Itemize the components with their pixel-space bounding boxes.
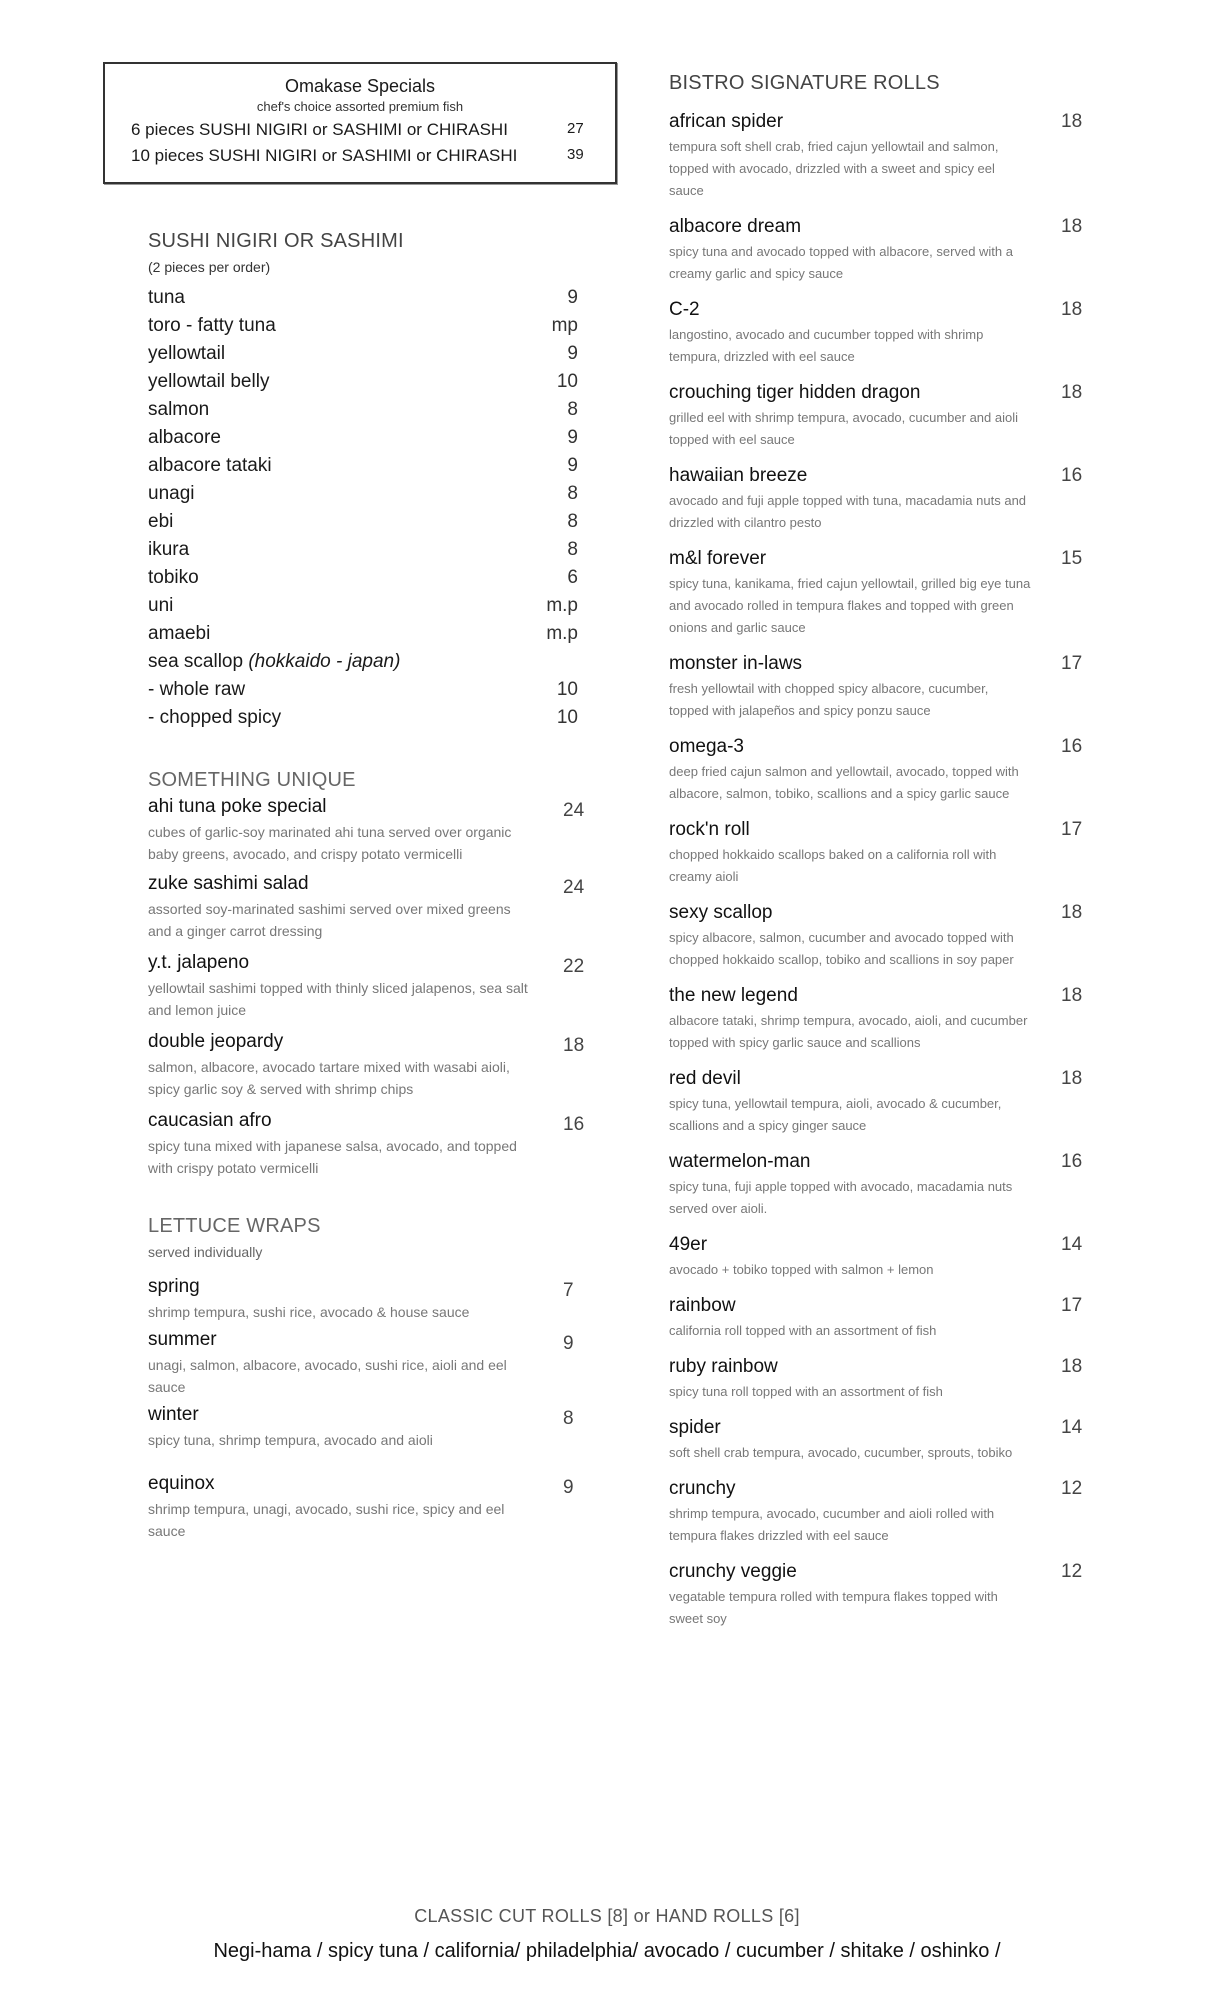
omakase-box (103, 62, 617, 184)
nigiri-item-name: unagi (148, 483, 195, 504)
unique-item-name: ahi tuna poke special (148, 796, 327, 817)
unique-item-price: 24 (563, 800, 585, 821)
nigiri-item-price: m.p (546, 595, 578, 616)
rolls-item-name: african spider (669, 111, 784, 132)
rolls-item-desc: deep fried cajun salmon and yellowtail, avocado, topped with albacore, salmon, tobiko, scallions and a spicy garlic sauce (669, 764, 1019, 801)
rolls-item-price: 17 (1061, 653, 1083, 674)
rolls-item-price: 16 (1061, 736, 1083, 757)
rolls-item-desc: tempura soft shell crab, fried cajun yellowtail and salmon, topped with avocado, drizzled with a sweet and spicy eel sauce (669, 139, 999, 198)
wraps-item-name: summer (148, 1329, 217, 1350)
rolls-item-desc: grilled eel with shrimp tempura, avocado, cucumber and aioli topped with eel sauce (669, 410, 1019, 447)
rolls-item (669, 548, 1089, 639)
unique-item-name: double jeopardy (148, 1031, 284, 1052)
omakase-subtitle: chef's choice assorted premium fish (256, 99, 464, 114)
nigiri-item (148, 679, 578, 707)
rolls-item-desc: avocado + tobiko topped with salmon + lemon (669, 1262, 934, 1277)
rolls-item-name: red devil (669, 1068, 741, 1089)
left-column (148, 230, 585, 1542)
wraps-item-name: equinox (148, 1473, 215, 1494)
rolls-item-price: 14 (1061, 1417, 1083, 1438)
rolls-item-price: 18 (1061, 1068, 1083, 1089)
rolls-item-desc: chopped hokkaido scallops baked on a california roll with creamy aioli (669, 847, 997, 884)
rolls-item-price: 15 (1061, 548, 1083, 569)
nigiri-item-price: 9 (567, 427, 578, 448)
omakase-option-price: 39 (567, 146, 584, 163)
rolls-section-title: BISTRO SIGNATURE ROLLS (669, 72, 940, 94)
rolls-item (669, 299, 1089, 368)
nigiri-item (148, 483, 578, 511)
rolls-item (669, 1356, 1089, 1403)
wraps-section-title: LETTUCE WRAPS (148, 1215, 321, 1237)
nigiri-item (148, 707, 578, 735)
rolls-item-name: sexy scallop (669, 902, 773, 923)
unique-item-price: 22 (563, 956, 585, 977)
rolls-item-desc: vegatable tempura rolled with tempura flakes topped with sweet soy (669, 1589, 998, 1626)
nigiri-item-price: 10 (556, 371, 578, 392)
nigiri-item-note: (hokkaido - japan) (248, 651, 401, 672)
rolls-item-desc: spicy albacore, salmon, cucumber and avocado topped with chopped hokkaido scallop, tobiko and scallions in soy paper (669, 930, 1014, 967)
rolls-item-name: watermelon-man (669, 1151, 811, 1172)
rolls-item-price: 18 (1061, 382, 1083, 403)
unique-item-desc: salmon, albacore, avocado tartare mixed with wasabi aioli, spicy garlic soy & served with shrimp chips (148, 1059, 510, 1097)
unique-item-desc: cubes of garlic-soy marinated ahi tuna served over organic baby greens, avocado, and crispy potato vermicelli (148, 824, 512, 862)
nigiri-item-price: 6 (567, 567, 578, 588)
omakase-option-price: 27 (567, 120, 584, 137)
rolls-item-desc: spicy tuna and avocado topped with albacore, served with a creamy garlic and spicy sauce (669, 244, 1013, 281)
nigiri-item-name: ebi (148, 511, 174, 532)
wraps-list (148, 1276, 578, 1542)
rolls-item (669, 382, 1089, 451)
rolls-item-name: crouching tiger hidden dragon (669, 382, 921, 403)
nigiri-item (148, 287, 578, 315)
nigiri-item-name: tobiko (148, 567, 199, 588)
rolls-item-desc: california roll topped with an assortment of fish (669, 1323, 937, 1338)
unique-item-price: 16 (563, 1114, 585, 1135)
rolls-item-desc: spicy tuna, fuji apple topped with avocado, macadamia nuts served over aioli. (669, 1179, 1013, 1216)
rolls-item-desc: avocado and fuji apple topped with tuna, macadamia nuts and drizzled with cilantro pesto (669, 493, 1027, 530)
rolls-item-name: the new legend (669, 985, 798, 1006)
rolls-item-name: rainbow (669, 1295, 736, 1316)
nigiri-item-price: 10 (556, 707, 578, 728)
rolls-item (669, 1234, 1089, 1281)
rolls-item-name: hawaiian breeze (669, 465, 808, 486)
nigiri-item-price: m.p (546, 623, 578, 644)
rolls-item (669, 736, 1089, 805)
wraps-item-name: winter (148, 1404, 199, 1425)
nigiri-item-name: albacore tataki (148, 455, 272, 476)
rolls-item-desc: albacore tataki, shrimp tempura, avocado, aioli, and cucumber topped with spicy garlic sauce and scallions (669, 1013, 1028, 1050)
rolls-item (669, 1561, 1089, 1630)
nigiri-item-price: 9 (567, 455, 578, 476)
rolls-item-name: albacore dream (669, 216, 802, 237)
rolls-item-name: crunchy veggie (669, 1561, 797, 1582)
rolls-item-price: 17 (1061, 1295, 1083, 1316)
nigiri-list (148, 287, 578, 735)
rolls-item (669, 111, 1089, 202)
unique-item (148, 952, 585, 1021)
wraps-item (148, 1404, 578, 1451)
rolls-item-price: 17 (1061, 819, 1083, 840)
unique-item-price: 18 (563, 1035, 585, 1056)
rolls-item (669, 1478, 1089, 1547)
rolls-item-price: 18 (1061, 985, 1083, 1006)
nigiri-item-price: mp (551, 315, 578, 336)
nigiri-item (148, 427, 578, 455)
omakase-option-label: 6 pieces SUSHI NIGIRI or SASHIMI or CHIRASHI (131, 120, 508, 139)
nigiri-item-name: amaebi (148, 623, 211, 644)
nigiri-item (148, 651, 578, 679)
rolls-item-price: 12 (1061, 1561, 1083, 1582)
nigiri-item (148, 455, 578, 483)
rolls-item (669, 902, 1089, 971)
unique-item-desc: yellowtail sashimi topped with thinly sliced jalapenos, sea salt and lemon juice (148, 980, 528, 1018)
nigiri-item-name: toro - fatty tuna (148, 315, 276, 336)
nigiri-item-name: - whole raw (148, 679, 246, 700)
rolls-item-price: 18 (1061, 216, 1083, 237)
omakase-title: Omakase Specials (284, 76, 436, 96)
nigiri-item-price: 10 (556, 679, 578, 700)
wraps-item-desc: spicy tuna, shrimp tempura, avocado and aioli (148, 1432, 433, 1448)
rolls-item-name: omega-3 (669, 736, 744, 757)
rolls-item (669, 465, 1089, 534)
rolls-item-price: 14 (1061, 1234, 1083, 1255)
rolls-item-desc: langostino, avocado and cucumber topped with shrimp tempura, drizzled with eel sauce (669, 327, 984, 364)
nigiri-item-name: ikura (148, 539, 190, 560)
nigiri-item (148, 511, 578, 539)
nigiri-item-price: 8 (567, 399, 578, 420)
rolls-item-name: monster in-laws (669, 653, 803, 674)
unique-item (148, 873, 585, 942)
unique-item-desc: assorted soy-marinated sashimi served over mixed greens and a ginger carrot dressing (148, 901, 511, 939)
nigiri-item (148, 595, 578, 623)
nigiri-item-price: 8 (567, 539, 578, 560)
rolls-item (669, 1151, 1089, 1220)
rolls-item-name: rock'n roll (669, 819, 750, 840)
nigiri-item-name: yellowtail (148, 343, 226, 364)
rolls-item-price: 12 (1061, 1478, 1083, 1499)
unique-item-name: zuke sashimi salad (148, 873, 309, 894)
wraps-item-price: 8 (563, 1408, 574, 1429)
wraps-item-name: spring (148, 1276, 200, 1297)
nigiri-item (148, 371, 578, 399)
unique-item (148, 1110, 585, 1179)
rolls-item (669, 1068, 1089, 1137)
wraps-item-desc: shrimp tempura, unagi, avocado, sushi rice, spicy and eel sauce (148, 1501, 505, 1539)
right-column (669, 72, 1089, 1630)
wraps-item (148, 1473, 578, 1542)
nigiri-section-title: SUSHI NIGIRI OR SASHIMI (148, 230, 404, 252)
unique-item-desc: spicy tuna mixed with japanese salsa, avocado, and topped with crispy potato vermicelli (148, 1138, 517, 1176)
rolls-item-name: m&l forever (669, 548, 767, 569)
nigiri-item-price: 9 (567, 343, 578, 364)
rolls-item-price: 16 (1061, 465, 1083, 486)
classic-rolls-list: Negi-hama / spicy tuna / california/ philadelphia/ avocado / cucumber / shitake / oshinko / (213, 1940, 1001, 1962)
nigiri-item-price: 8 (567, 511, 578, 532)
nigiri-item-name: yellowtail belly (148, 371, 270, 392)
rolls-item-price: 18 (1061, 902, 1083, 923)
unique-item (148, 796, 585, 865)
unique-item-price: 24 (563, 877, 585, 898)
wraps-item-price: 9 (563, 1333, 574, 1354)
rolls-item-desc: spicy tuna, yellowtail tempura, aioli, avocado & cucumber, scallions and a spicy ginger sauce (669, 1096, 1002, 1133)
rolls-item-desc: shrimp tempura, avocado, cucumber and aioli rolled with tempura flakes drizzled with eel sauce (669, 1506, 995, 1543)
rolls-item-desc: soft shell crab tempura, avocado, cucumber, sprouts, tobiko (669, 1445, 1013, 1460)
rolls-item (669, 985, 1089, 1054)
wraps-item-price: 7 (563, 1280, 574, 1301)
rolls-item-name: spider (669, 1417, 721, 1438)
unique-section-title: SOMETHING UNIQUE (148, 769, 356, 791)
nigiri-item (148, 623, 578, 651)
rolls-item-name: crunchy (669, 1478, 736, 1499)
rolls-item (669, 819, 1089, 888)
nigiri-item-price: 8 (567, 483, 578, 504)
nigiri-item-name: - chopped spicy (148, 707, 282, 728)
rolls-item-desc: spicy tuna roll topped with an assortment of fish (669, 1384, 943, 1399)
wraps-section-note: served individually (148, 1244, 263, 1260)
omakase-option (105, 120, 615, 140)
nigiri-item (148, 343, 578, 371)
rolls-item-desc: spicy tuna, kanikama, fried cajun yellowtail, grilled big eye tuna and avocado rolled in tempura flakes and topped with green onions and garlic sauce (669, 576, 1031, 635)
nigiri-item-name: sea scallop (148, 651, 249, 672)
nigiri-item-name: tuna (148, 287, 185, 308)
wraps-item-desc: unagi, salmon, albacore, avocado, sushi rice, aioli and eel sauce (148, 1357, 507, 1395)
omakase-option-label: 10 pieces SUSHI NIGIRI or SASHIMI or CHIRASHI (131, 146, 518, 165)
nigiri-item-price: 9 (567, 287, 578, 308)
rolls-item-name: C-2 (669, 299, 700, 320)
rolls-list (669, 111, 1089, 1630)
rolls-item-name: 49er (669, 1234, 708, 1255)
nigiri-item-name: uni (148, 595, 174, 616)
nigiri-item-name: albacore (148, 427, 221, 448)
unique-item (148, 1031, 585, 1100)
unique-item-name: caucasian afro (148, 1110, 272, 1131)
nigiri-item-name: salmon (148, 399, 210, 420)
rolls-item (669, 653, 1089, 722)
rolls-item-price: 18 (1061, 299, 1083, 320)
nigiri-item (148, 567, 578, 595)
nigiri-item (148, 399, 578, 427)
wraps-item-price: 9 (563, 1477, 574, 1498)
wraps-item-desc: shrimp tempura, sushi rice, avocado & house sauce (148, 1304, 470, 1320)
omakase-option (105, 146, 615, 166)
rolls-item-price: 16 (1061, 1151, 1083, 1172)
rolls-item-name: ruby rainbow (669, 1356, 778, 1377)
rolls-item (669, 1417, 1089, 1464)
unique-item-name: y.t. jalapeno (148, 952, 250, 973)
classic-rolls-title: CLASSIC CUT ROLLS [8] or HAND ROLLS [6] (414, 1906, 800, 1926)
wraps-item (148, 1276, 578, 1323)
rolls-item-price: 18 (1061, 111, 1083, 132)
unique-list (148, 796, 585, 1179)
nigiri-item (148, 315, 578, 343)
nigiri-item (148, 539, 578, 567)
rolls-item-desc: fresh yellowtail with chopped spicy albacore, cucumber, topped with jalapeños and spicy ponzu sauce (669, 681, 989, 718)
wraps-item (148, 1329, 578, 1398)
rolls-item (669, 1295, 1089, 1342)
nigiri-section-note: (2 pieces per order) (148, 259, 271, 275)
rolls-item-price: 18 (1061, 1356, 1083, 1377)
rolls-item (669, 216, 1089, 285)
